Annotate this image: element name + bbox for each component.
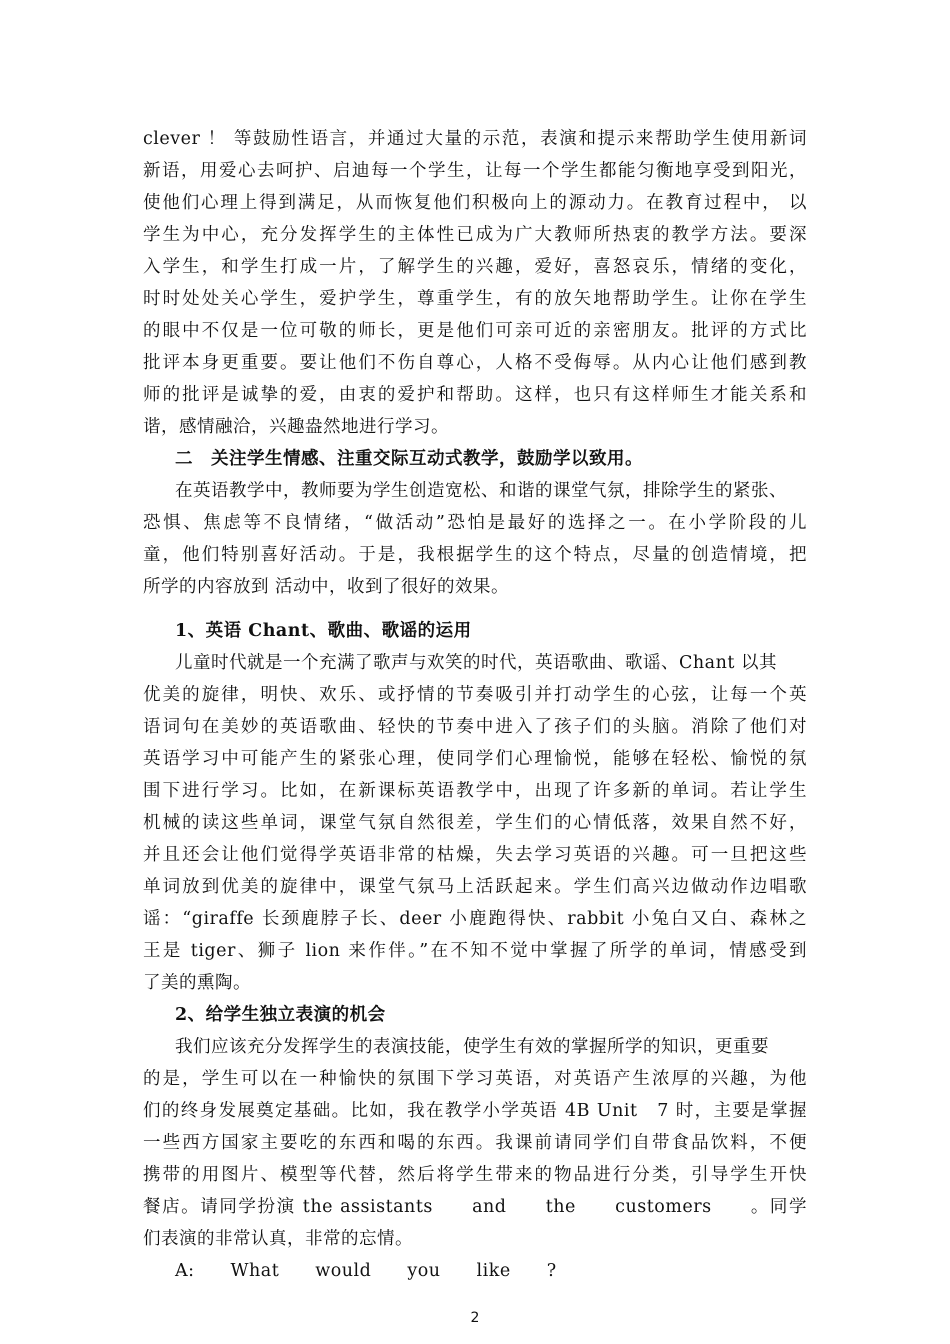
paragraph-line: 王是 tiger、狮子 lion 来作伴。”在不知不觉中掌握了所学的单词，情感受到 — [143, 941, 807, 961]
paragraph-line: 恐惧、焦虑等不良情绪，“做活动”恐怕是最好的选择之一。在小学阶段的儿 — [143, 513, 807, 533]
paragraph-line: 谣：“giraffe 长颈鹿脖子长、deer 小鹿跑得快、rabbit 小兔白又白、森林之 — [143, 909, 807, 929]
paragraph-line: 的是，学生可以在一种愉快的氛围下学习英语，对英语产生浓厚的兴趣，为他 — [143, 1069, 807, 1089]
paragraph-line: 们表演的非常认真，非常的忘情。 — [143, 1229, 413, 1249]
paragraph-line: 围下进行学习。比如，在新课标英语教学中，出现了许多新的单词。若让学生 — [143, 781, 807, 801]
paragraph-line: 师的批评是诚挚的爱，由衷的爱护和帮助。这样，也只有这样师生才能关系和 — [143, 385, 807, 405]
section-heading: 二 关注学生情感、注重交际互动式教学，鼓励学以致用。 — [175, 449, 643, 469]
paragraph-line: 语词句在美妙的英语歌曲、轻快的节奏中进入了孩子们的头脑。消除了他们对 — [143, 717, 807, 737]
paragraph-line: 在英语教学中，教师要为学生创造宽松、和谐的课堂气氛，排除学生的紧张、 — [175, 481, 787, 501]
paragraph-line: 优美的旋律，明快、欢乐、或抒情的节奏吸引并打动学生的心弦，让每一个英 — [143, 685, 807, 705]
subsection-heading: 1、英语 Chant、歌曲、歌谣的运用 — [175, 621, 472, 641]
paragraph-line: 餐店。请同学扮演 the assistants and the customers 。同学 — [143, 1197, 807, 1217]
page-number: 2 — [470, 1310, 480, 1326]
paragraph-line: 们的终身发展奠定基础。比如，我在教学小学英语 4B Unit 7 时，主要是掌握 — [143, 1101, 807, 1121]
paragraph-line: 学生为中心，充分发挥学生的主体性已成为广大教师所热衷的教学方法。要深 — [143, 225, 807, 245]
subsection-heading: 2、给学生独立表演的机会 — [175, 1005, 386, 1025]
paragraph-line: 我们应该充分发挥学生的表演技能，使学生有效的掌握所学的知识，更重要 — [175, 1037, 769, 1057]
paragraph-line: 的眼中不仅是一位可敬的师长，更是他们可亲可近的亲密朋友。批评的方式比 — [143, 321, 807, 341]
paragraph-line: 谐，感情融洽，兴趣盎然地进行学习。 — [143, 417, 449, 437]
paragraph-line: 新语，用爱心去呵护、启迪每一个学生，让每一个学生都能匀衡地享受到阳光， — [143, 161, 807, 181]
paragraph-line: 一些西方国家主要吃的东西和喝的东西。我课前请同学们自带食品饮料，不便 — [143, 1133, 807, 1153]
paragraph-line: 童，他们特别喜好活动。于是，我根据学生的这个特点，尽量的创造情境，把 — [143, 545, 807, 565]
paragraph-line: 英语学习中可能产生的紧张心理，使同学们心理愉悦，能够在轻松、愉悦的氛 — [143, 749, 807, 769]
paragraph-line: 使他们心理上得到满足，从而恢复他们积极向上的源动力。在教育过程中， 以 — [143, 193, 807, 213]
paragraph-line: 入学生，和学生打成一片，了解学生的兴趣，爱好，喜怒哀乐，情绪的变化， — [143, 257, 807, 277]
paragraph-line: 机械的读这些单词，课堂气氛自然很差，学生们的心情低落，效果自然不好， — [143, 813, 807, 833]
paragraph-line: 所学的内容放到 活动中，收到了很好的效果。 — [143, 577, 510, 597]
paragraph-line: 批评本身更重要。要让他们不伤自尊心，人格不受侮辱。从内心让他们感到教 — [143, 353, 807, 373]
paragraph-line: 携带的用图片、模型等代替，然后将学生带来的物品进行分类，引导学生开快 — [143, 1165, 807, 1185]
paragraph-line: 并且还会让他们觉得学英语非常的枯燥，失去学习英语的兴趣。可一旦把这些 — [143, 845, 807, 865]
paragraph-line: 了美的熏陶。 — [143, 973, 251, 993]
paragraph-line: clever ！ 等鼓励性语言，并通过大量的示范，表演和提示来帮助学生使用新词 — [143, 129, 807, 149]
dialogue-line: A: What would you like ? — [175, 1261, 557, 1281]
paragraph-line: 时时处处关心学生，爱护学生，尊重学生，有的放矢地帮助学生。让你在学生 — [143, 289, 807, 309]
paragraph-line: 儿童时代就是一个充满了歌声与欢笑的时代，英语歌曲、歌谣、Chant 以其 — [175, 653, 777, 673]
paragraph-line: 单词放到优美的旋律中，课堂气氛马上活跃起来。学生们高兴边做动作边唱歌 — [143, 877, 807, 897]
